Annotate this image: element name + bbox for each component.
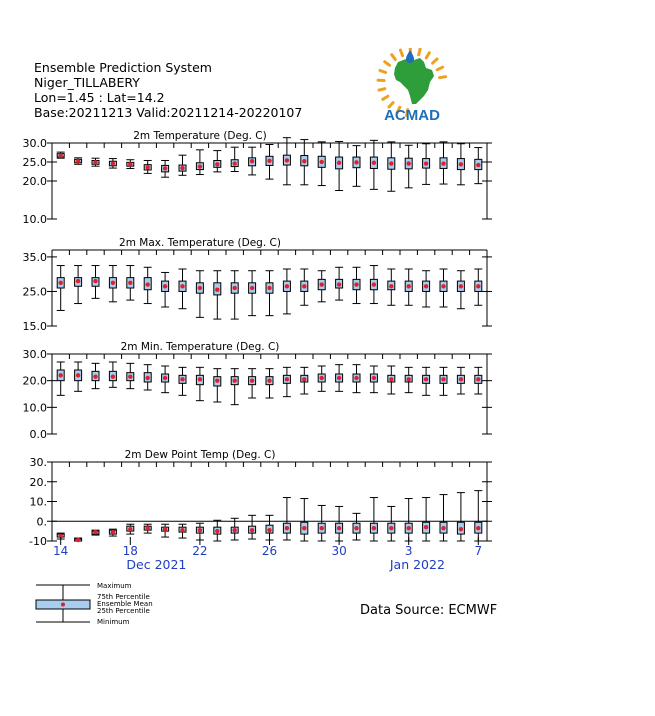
legend-maximum: Maximum — [97, 582, 132, 590]
x-tick-label: 22 — [192, 544, 208, 558]
y-tick-label: 30. — [29, 456, 47, 469]
x-tick-label: 26 — [261, 544, 278, 558]
legend-mean-dot — [61, 603, 65, 607]
month-label: Dec 2021 — [126, 557, 187, 572]
y-tick-label: 35.0 — [22, 250, 47, 264]
y-tick-label: 0. — [36, 515, 47, 529]
header-coordinates: Lon=1.45 : Lat=14.2 — [34, 90, 165, 105]
y-tick-label: -10 — [29, 535, 47, 548]
legend-minimum: Minimum — [97, 618, 130, 626]
y-tick-label: 10. — [29, 495, 47, 509]
panel-title: 2m Dew Point Temp (Deg. C) — [124, 449, 276, 461]
header-location: Niger_TILLABERY — [34, 75, 140, 90]
x-tick-label: 3 — [404, 544, 413, 558]
header-title: Ensemble Prediction System — [34, 60, 212, 75]
acmad-logo-text: ACMAD — [384, 107, 440, 124]
panel-title: 2m Min. Temperature (Deg. C) — [120, 341, 280, 353]
legend-25th: 25th Percentile — [97, 607, 150, 615]
y-tick-label: 25.0 — [22, 156, 47, 169]
data-source: Data Source: ECMWF — [360, 603, 498, 618]
x-tick-label: 18 — [122, 544, 138, 558]
x-tick-label: 7 — [474, 544, 483, 558]
y-tick-label: 20. — [29, 475, 47, 489]
y-tick-label: 30.0 — [22, 348, 47, 361]
header-base-valid: Base:20211213 Valid:20211214-20220107 — [34, 105, 303, 120]
y-tick-label: 20.0 — [22, 374, 47, 388]
y-tick-label: 15.0 — [22, 320, 47, 333]
panel-title: 2m Temperature (Deg. C) — [133, 130, 267, 142]
y-tick-label: 0.0 — [29, 428, 47, 441]
y-tick-label: 10.0 — [22, 213, 47, 226]
y-tick-label: 20.0 — [22, 175, 47, 188]
y-tick-label: 30.0 — [22, 137, 47, 150]
x-tick-label: 14 — [53, 544, 69, 558]
x-tick-label: 30 — [331, 544, 347, 558]
y-tick-label: 25.0 — [22, 285, 47, 299]
y-tick-label: 10.0 — [22, 401, 47, 415]
month-label: Jan 2022 — [389, 557, 445, 572]
legend-75th: 75th Percentile — [97, 593, 150, 601]
legend-mean: Ensemble Mean — [97, 600, 153, 608]
panel-title: 2m Max. Temperature (Deg. C) — [119, 237, 281, 249]
